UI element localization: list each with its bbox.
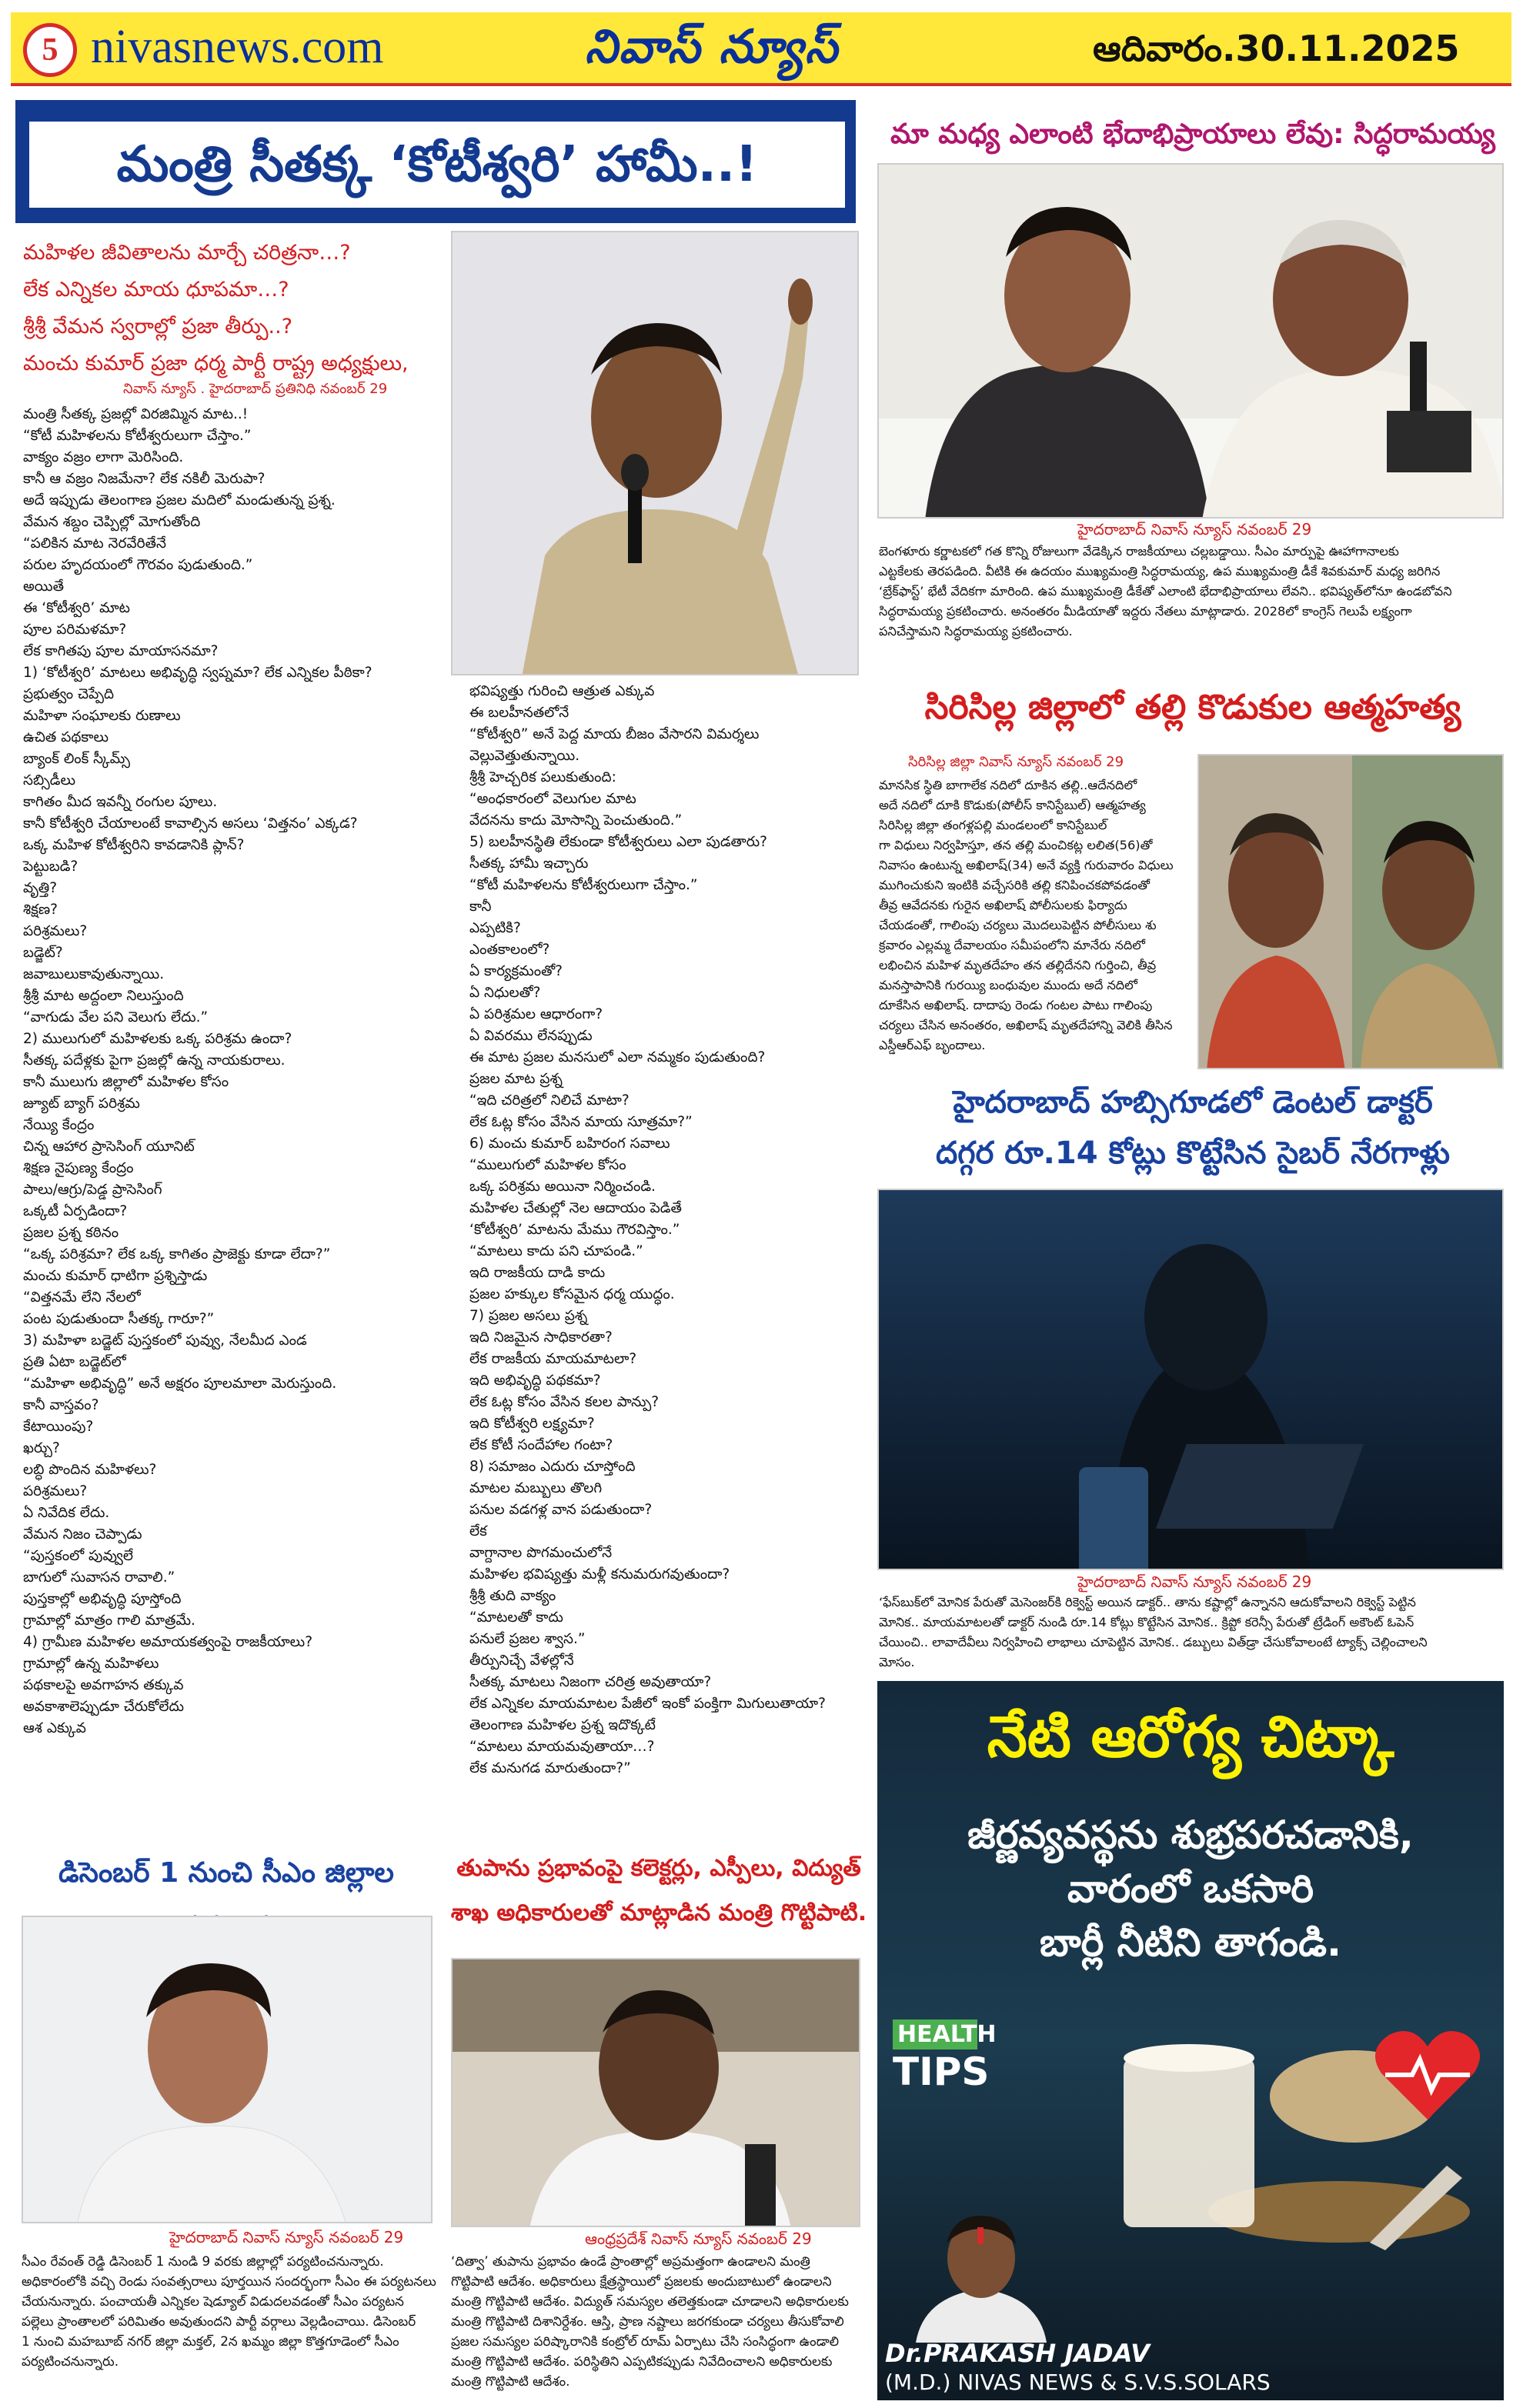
text-line: వృత్తి? [23,880,58,896]
text-line: లేక ఎన్నికల మాయమాటల పేజీలో ఇంకో పంక్తిగా మిగులుతాయా? [469,1696,826,1712]
text-line: గ్రామాల్లో ఉన్న మహిళలు [23,1656,159,1672]
text-line: ఏ పరిశ్రమల ఆధారంగా? [469,1006,603,1022]
text-line: మంత్రి గొట్టిపాటి ఆదేశం. పరిస్థితిని ఎప్పటికప్పుడు నివేదించాలని అధికారులకు [451,2353,833,2369]
cyclone-body [451,2251,867,2391]
text-line: పనులే ప్రజల శ్వాస.” [469,1631,586,1647]
issue-date: ఆదివారం.30.11.2025 [1093,28,1460,69]
cyber-body [879,1593,1510,1673]
teaser: మంచు కుమార్ ప్రజా ధర్మ పార్టీ రాష్ట్ర అధ్యక్షులు, [23,352,409,375]
text-line: ‘ఫేస్‌బుక్‌లో మోనిక పేరుతో మెసెంజర్‌కి రిక్వెస్ట్ అయిన డాక్టర్.. తాను కష్టాల్లో ఉన్నానని ఆదుకోవాలని రిక్వెస్ట్ పెట్టిన [879,1595,1416,1609]
text-line: శ్రీశ్రీ తుది వాక్యం [469,1588,556,1604]
text-line: సీతక్క హామీ ఇచ్చారు [469,855,589,872]
text-line: ఇది నిజమైన సాధికారతా? [469,1329,613,1346]
lead-banner [15,100,856,223]
text-line: పెట్టుబడి? [23,859,78,875]
text-line: లభించిన మహిళ మృతదేహం తన తల్లిదేనని గుర్తించి, తీవ్ర [879,958,1157,972]
text-line: ప్రతి ఏటా బడ్జెట్‌లో [23,1354,126,1370]
text-line: పుస్తకాల్లో అభివృద్ధి పూస్తోంది [23,1591,182,1607]
text-line: పూల పరిమళమా? [23,622,127,638]
text-line: గ్రామాల్లో మాత్రం గాలి మాత్రమే. [23,1613,195,1629]
text-line: “కోటీ మహిళలను కోటీశ్వరులుగా చేస్తాం.” [469,877,698,893]
teaser: లేక ఎన్నికల మాయ ధూపమా…? [23,278,289,302]
text-line: జ్యూట్ బ్యాగ్ పరిశ్రమ [23,1096,140,1112]
text-line: ఏ వివరము లేనప్పుడు [469,1028,593,1044]
text-line: మహిళల భవిష్యత్తు మళ్లీ కనుమరుగవుతుందా? [469,1566,730,1583]
lead-teasers [23,235,454,382]
text-line: 7) ప్రజల అసలు ప్రశ్న [469,1308,588,1324]
text-line: లేక ఓట్ల కోసం వేసిన మాయ సూత్రమా?” [469,1114,693,1130]
text-line: “ఒక్క పరిశ్రమా? లేక ఒక్క కాగితం ప్రాజెక్టు కూడా లేదా?” [23,1246,331,1262]
text-line: సబ్సిడీలు [23,772,75,789]
cyclone-headline [446,1846,871,1936]
text-line: వేమన నిజం చెప్పాడు [23,1526,142,1543]
text-line: 1) ‘కోటీశ్వరి’ మాటలు అభివృద్ధి స్వప్నమా? లేక ఎన్నికల పీఠికా? [23,665,372,681]
paper-name: నివాస్ న్యూస్ [585,20,839,74]
cyber-headline-line: హైదరాబాద్ హబ్సిగూడలో డెంటల్ డాక్టర్ [953,1085,1433,1120]
text-line: 4) గ్రామీణ మహిళల అమాయకత్వంపై రాజకీయాలు? [23,1634,313,1650]
site-name[interactable]: nivasnews.com [91,21,384,73]
text-line: పల్లెలు ప్రాంతాలలో పరిమితం అవుతుందని పార్టీ వర్గాలు వెల్లడించాయి. డిసెంబర్ [22,2313,416,2329]
text-line: ప్రభుత్వం చెప్పేది [23,686,115,702]
text-line: 5) బలహీనస్థితి లేకుండా కోటీశ్వరులు ఎలా పుడతారు? [469,834,767,850]
text-line: “పుస్తకంలో పువ్వులే [23,1548,133,1564]
text-line: పరిశ్రమలు? [23,923,88,939]
cyber-headline [877,1077,1508,1179]
text-line: లేక కోటీ సందేహాల గంటా? [469,1437,613,1453]
cyclone-headline-line: శాఖ అధికారులతో మాట్లాడిన మంత్రి గొట్టిపాటి. [450,1899,867,1926]
text-line: చేయించి.. లావాదేవీలు నిర్వహించి లాభాలు చూపెట్టిన మోనిక.. డబ్బులు విత్‌డ్రా చేసుకోవాలంటే ట్యాక్స్ చెల్లించాలని [879,1635,1428,1649]
text-line: నేయ్యి కేంద్రం [23,1117,95,1133]
siddaramaiah-photo [877,163,1504,519]
text-line: ఈ బలహీనతలోనే [469,705,569,721]
text-line: “మాటలు మాయమవుతాయా…? [469,1739,655,1755]
mother-son-figure [1199,755,1504,1069]
text-line: చేయనున్నారు. పంచాయతీ ఎన్నికల షెడ్యూల్ విడుదలవడంతో సీఎం పర్యటన [22,2293,404,2309]
text-line: కానీ ఆ వజ్రం నిజమేనా? లేక నకిలీ మెరుపా? [23,471,266,487]
text-line: చర్యలు చేసిన అనంతరం, అఖిలాష్ మృతదేహాన్ని వెలికి తీసిన [879,1018,1173,1032]
text-line: పనుల వడగళ్ల వాన పడుతుందా? [469,1502,653,1518]
badge-health: HEALTH [893,2019,977,2049]
cm-caption: హైదరాబాద్ నివాస్ న్యూస్ నవంబర్ 29 [169,2228,404,2246]
cyclone-photo [451,1958,860,2227]
text-line: మోనిక.. మాయమాటలతో డాక్టర్ నుండి రూ.14 కోట్లు కొట్టేసిన మోనిక.. క్రిప్టో కరెన్సీ పేరుతో ట్రేడింగ్ అకౌంట్ ఓపెన్ [879,1615,1414,1629]
doctor-avatar [908,2212,1054,2343]
text-line: శిక్షణ నైపుణ్య కేంద్రం [23,1160,134,1176]
heart-pulse-icon [1370,2019,1485,2127]
text-line: లబ్ధి పొందిన మహిళలు? [23,1462,157,1478]
health-badge [893,2019,997,2094]
text-line: “మాటలతో కాదు [469,1609,563,1626]
text-line: ఉచిత పథకాలు [23,729,109,745]
page-number: 5 [23,23,77,77]
text-line: ముగించుకుని ఇంటికి వచ్చేసరికి తల్లి కనిపించకపోవడంతో [879,878,1151,892]
text-line: ఏ నివేదిక లేదు. [23,1505,110,1521]
text-line: మహిళా సంఘాలకు రుణాలు [23,708,181,724]
text-line: 2) ములుగులో మహిళలకు ఒక్క పరిశ్రమ ఉందా? [23,1031,292,1047]
text-line: కేటాయింపు? [23,1419,94,1435]
text-line: సీఎం రేవంత్ రెడ్డి డిసెంబర్ 1 నుండి 9 వరకు జిల్లాల్లో పర్యటించనున్నారు. [22,2253,384,2269]
cm-body [22,2251,437,2371]
siddaramaiah-body [879,542,1510,642]
text-line: ఇది రాజకీయ దాడి కాదు [469,1265,606,1281]
lead-photo [451,231,859,675]
badge-tips: TIPS [893,2049,990,2094]
text-line: వేమన శబ్దం చెప్పిల్లో మోగుతోంది [23,514,201,530]
text-line: సిద్ధరామయ్య ప్రకటించారు. అనంతరం మీడియాతో ఇద్దరు నేతలు మాట్లాడారు. 2028లో కాంగ్రెస్ గెలుపే లక్ష్యంగా [879,604,1412,619]
text-line: ఎంతకాలంలో? [469,942,550,958]
text-line: ఒక్క మహిళ కోటీశ్వరిని కావడానికి ప్లాన్? [23,837,245,853]
text-line: పరుల హృదయంలో గౌరవం పుడుతుంది.” [23,557,253,573]
text-line: శ్రీశ్రీ మాట అద్దంలా నిలుస్తుంది [23,988,184,1004]
text-line: 3) మహిళా బడ్జెట్ పుస్తకంలో పువ్వు, నేలమీద ఎండ [23,1332,307,1349]
text-line: శ్రీశ్రీ హెచ్చరిక పలుకుతుంది: [469,769,616,785]
text-line: కాగితం మీద ఇవన్నీ రంగుల పూలు. [23,794,218,810]
health-tip-line: జీర్ణవ్యవస్థను శుభ్రపరచడానికి, [967,1813,1414,1857]
text-line: మంత్రి గొట్టిపాటి దిశానిర్దేశం. ఆస్తి, ప్రాణ నష్టాలు జరగకుండా చర్యలు తీసుకోవాలి [451,2313,844,2329]
doctor-name: Dr.PRAKASH JADAV [885,2339,1150,2368]
health-ad [877,1681,1504,2400]
health-title: నేటి ఆరోగ్య చిట్కా [987,1704,1394,1770]
minister-figure [453,1959,860,2227]
cm-photo [22,1916,433,2223]
text-line: ప్రజల హక్కుల కోసమైన ధర్మ యుద్ధం. [469,1286,675,1302]
siddaramaiah-headline: మా మధ్య ఎలాంటి భేదాభిప్రాయాలు లేవు: సిద్ధరామయ్య [890,118,1495,150]
text-line: ఎట్టకేలకు తెరపడింది. వీటికి ఈ ఉదయం ముఖ్యమంత్రి సిద్ధరామయ్య, ఉప ముఖ్యమంత్రి డీకే శివకుమార్ మధ్య జరిగిన [879,564,1441,579]
text-line: అయితే [23,579,64,595]
cyber-photo [877,1189,1504,1570]
text-line: పాలు/ఆగ్రు/పెడ్డ ప్రాసెసింగ్ [23,1182,162,1198]
text-line: కానీ కోటీశ్వరి చేయాలంటే కావాల్సిన అసలు ‘విత్తనం’ ఎక్కడ? [23,815,358,832]
text-line: ఈ మాట ప్రజల మనసులో ఎలా నమ్మకం పుడుతుంది? [469,1049,766,1066]
text-line: ఏ నిధులతో? [469,985,541,1001]
text-line: ఎస్డీఆర్ఎఫ్ బృందాలు. [879,1038,986,1052]
text-line: లేక ఓట్ల కోసం వేసిన కలల పాన్పు? [469,1394,660,1410]
lead-col1-top [23,404,451,1739]
text-line: మాటల మబ్బులు తొలగి [469,1480,603,1496]
text-line: తీర్పునిచ్చే వేళల్లోనే [469,1653,574,1669]
text-line: ఇది అభివృద్ధి పథకమా? [469,1372,601,1389]
text-line: పనిచేస్తామని సిద్ధరామయ్య ప్రకటించారు. [879,624,1073,639]
text-line: “వాగుడు వేల పని వెలుగు లేదు.” [23,1009,209,1026]
text-line: వేదనను కాదు మోసాన్ని పెంచుతుంది.” [469,812,683,829]
text-line: లేక [469,1523,487,1539]
text-line: మంచు కుమార్ ధాటిగా ప్రశ్నిస్తాడు [23,1268,208,1284]
text-line: భవిష్యత్తు గురించి ఆత్రుత ఎక్కువ [469,683,655,699]
text-line: మనస్తాపానికి గురయ్యి బంధువుల ముందు అదే నదిలో [879,978,1137,992]
text-line: బెంగళూరు కర్ణాటకలో గత కొన్ని రోజులుగా వేడెక్కిన రాజకీయాలు చల్లబడ్డాయి. సీఎం మార్పుపై ఊహాగానాలకు [879,544,1399,559]
suicide-headline: సిరిసిల్ల జిల్లాలో తల్లి కొడుకుల ఆత్మహత్య [924,688,1461,727]
text-line: బ్యాంక్ లింక్ స్కీమ్స్ [23,751,131,767]
text-line: జవాబులుకావుతున్నాయి. [23,966,165,982]
text-line: 1 నుంచి మహబూబ్ నగర్ జిల్లా మక్తల్, 2న ఖమ్మం జిల్లా కొత్తగూడెంలో సీఎం [22,2333,399,2349]
doctor-role: (M.D.) NIVAS NEWS & S.V.S.SOLARS [885,2370,1271,2395]
suicide-body [879,775,1196,1056]
text-line: ఒక్కటీ ఏర్పడిందా? [23,1203,128,1219]
text-line: లేక రాజకీయ మాయమాటలా? [469,1351,637,1367]
teaser: మహిళల జీవితాలను మార్చే చరిత్రనా…? [23,241,351,265]
leaders-figure [879,165,1504,519]
text-line: సీతక్క పదేళ్లకు పైగా ప్రజల్లో ఉన్న నాయకురాలు. [23,1052,286,1069]
text-line: ఎప్పటికి? [469,920,521,936]
suicide-dateline: సిరిసిల్ల జిల్లా నివాస్ న్యూస్ నవంబర్ 29 [908,754,1124,770]
text-line: ప్రజల సమస్యల పరిష్కారానికి కంట్రోల్ రూమ్ ఏర్పాటు చేసి సంసిద్ధంగా ఉండాలి [451,2333,840,2349]
text-line: ఖర్చు? [23,1440,60,1456]
text-line: మోసం. [879,1655,915,1669]
lead-headline: మంత్రి సీతక్క ‘కోటీశ్వరి’ హామీ..! [29,122,845,208]
text-line: అదే నదిలో దూకి కొడుకు(పోలీస్ కానిస్టేబుల్) ఆత్మహత్య [879,798,1146,812]
speaker-figure [453,232,859,675]
text-line: చేయడంతో, గాలింపు చర్యలు మొదలుపెట్టిన పోలీసులు శు [879,918,1157,932]
text-line: అదే ఇప్పుడు తెలంగాణ ప్రజల మదిలో మండుతున్న ప్రశ్న. [23,492,336,509]
text-line: శిక్షణ? [23,902,58,918]
text-line: సిరిసిల్ల జిల్లా తంగళ్లపల్లి మండలంలో కానిస్టేబుల్ [879,818,1107,832]
text-line: మంత్రి సీతక్క ప్రజల్లో విరజిమ్మిన మాట..! [23,406,249,422]
text-line: లేక కాగితపు పూల మాయాసనమా? [23,643,219,659]
health-tip [923,1808,1458,1969]
text-line: ప్రజల ప్రశ్న కఠినం [23,1225,119,1241]
text-line: లేక మనుగడ మారుతుందా?” [469,1760,631,1776]
text-line: మానసిక స్థితి బాగాలేక నదిలో దూకిన తల్లి..ఆదేనదిలో [879,778,1137,792]
text-line: తీవ్ర ఆవేదనకు గురైన అఖిలాష్ పోలీసులకు ఫిర్యాదు [879,898,1127,912]
suicide-photo [1197,754,1504,1069]
health-tip-line: బార్లీ నీటిని తాగండి. [1039,1920,1341,1965]
lead-dateline: నివాస్ న్యూస్ . హైదరాబాద్ ప్రతినిధి నవంబర్ 29 [123,381,388,397]
cyber-headline-line: దగ్గర రూ.14 కోట్లు కొట్టేసిన సైబర్ నేరగాళ్లు [936,1136,1450,1171]
text-line: “మాటలు కాదు పని చూపండి.” [469,1243,643,1259]
text-line: సీతక్క మాటలు నిజంగా చరిత్ర అవుతాయా? [469,1674,712,1690]
cyclone-caption: ఆంధ్రప్రదేశ్ నివాస్ న్యూస్ నవంబర్ 29 [585,2230,812,2248]
text-line: “ములుగులో మహిళల కోసం [469,1157,626,1173]
text-line: ఏ కార్యక్రమంతో? [469,963,563,979]
text-line: ‘దిత్వా’ తుపాను ప్రభావం ఉండే ప్రాంతాల్లో అప్రమత్తంగా ఉండాలని మంత్రి [451,2253,810,2269]
text-line: ఒక్క పరిశ్రమ అయినా నిర్మించండి. [469,1179,656,1195]
text-line: తెలంగాణ మహిళల ప్రశ్న ఇదొక్కటే [469,1717,656,1733]
text-line: అవకాశాలెప్పుడూ చేరుకోలేదు [23,1699,184,1715]
text-line: “పలికిన మాట నెరవేరితేనే [23,535,166,552]
lead-col2 [469,681,862,1779]
text-line: బాగులో సువాసన రావాలి.” [23,1569,175,1586]
text-line: ఈ ‘కోటీశ్వరి’ మాట [23,600,130,616]
text-line: ‘బ్రేక్‌ఫాస్ట్’ భేటీ వేదికగా మారింది. ఉప ముఖ్యమంత్రి డీకేతో ఎలాంటి భేదాభిప్రాయాలు లేవని.. భవిష్యత్‌లోనూ ఉండబోవని [879,584,1452,599]
text-line: క్రవారం ఎల్లమ్మ దేవాలయం సమీపంలోని మానేరు నదిలో [879,938,1145,952]
text-line: “విత్తనమే లేని నేలలో [23,1289,141,1306]
text-line: వాగ్దానాల పొగమంచులోనే [469,1545,613,1561]
text-line: నివాసం ఉంటున్న అఖిలాష్(34) అనే వ్యక్తి గురువారం విధులు [879,858,1174,872]
text-line: గా విధులు నిర్వహిస్తూ, తన తల్లి మంచికట్ల లలిత(56)తో [879,838,1153,852]
text-line: గొట్టిపాటి ఆదేశం. అధికారులు క్షేత్రస్థాయిలో ప్రజలకు అందుబాటులో ఉండాలని [451,2273,832,2289]
text-line: ఆశ ఎక్కువ [23,1720,86,1736]
text-line: “కోటీశ్వరి” అనే పెద్ద మాయ బీజం వేసారని విమర్శలు వెల్లువెత్తుతున్నాయి. [469,726,760,764]
text-line: కానీ [469,899,492,915]
text-line: పర్యటించనున్నారు. [22,2353,119,2369]
teaser: శ్రీశ్రీ వేమన స్వరాల్లో ప్రజా తీర్పు..? [23,315,293,339]
cyber-caption: హైదరాబాద్ నివాస్ న్యూస్ నవంబర్ 29 [1077,1573,1312,1591]
text-line: ఇది కోటీశ్వరి లక్ష్యమా? [469,1416,595,1432]
text-line: అధికారంలోకి వచ్చి రెండు సంవత్సరాలు పూర్తయిన సందర్భంగా సీఎం ఈ పర్యటనలు [22,2273,436,2289]
text-line: ‘కోటీశ్వరి’ మాటను మేము గౌరవిస్తాం.” [469,1222,680,1238]
text-line: “అంధకారంలో వెలుగుల మాట [469,791,636,807]
text-line: దూకేసిన అఖిలాష్. దాదాపు రెండు గంటల పాటు గాలింపు [879,998,1153,1012]
text-line: పరిశ్రమలు? [23,1483,88,1499]
text-line: “కోటీ మహిళలను కోటీశ్వరులుగా చేస్తాం.” [23,428,252,444]
cm-tour-headline: డిసెంబర్ 1 నుంచి సీఎం జిల్లాల [58,1857,394,1889]
siddaramaiah-caption: హైదరాబాద్ నివాస్ న్యూస్ నవంబర్ 29 [1077,520,1312,539]
masthead [0,0,1523,92]
text-line: మంత్రి గొట్టిపాటి ఆదేశం. విద్యుత్ సమస్యల తలెత్తకుండా చూడాలని అధికారులకు [451,2293,849,2309]
text-line: కానీ వాస్తవం? [23,1397,99,1413]
text-line: “మహిళా అభివృద్ధి” అనే అక్షరం పూలమాలా మెరుస్తుంది. [23,1376,337,1392]
text-line: చిన్న ఆహార ప్రాసెసింగ్ యూనిట్ [23,1139,195,1155]
text-line: మహిళల చేతుల్లో నెల ఆదాయం పెడితే [469,1200,682,1216]
cm-figure [23,1917,433,2223]
text-line: వాక్యం వజ్రం లాగా మెరిసింది. [23,449,184,465]
text-line: “ఇది చరిత్రలో నిలిచే మాటా? [469,1092,630,1109]
text-line: బడ్జెట్? [23,945,63,961]
text-line: మంత్రి గొట్టిపాటి ఆదేశం. [451,2373,570,2389]
text-line: పంట పుడుతుందా సీతక్క గారూ?” [23,1311,215,1327]
health-tip-line: వారంలో ఒకసారి [1067,1866,1314,1911]
text-line: 8) సమాజం ఎదురు చూస్తోంది [469,1459,636,1475]
text-line: పథకాలపై అవగాహన తక్కువ [23,1677,184,1693]
text-line: కానీ ములుగు జిల్లాలో మహిళల కోసం [23,1074,229,1090]
text-line: 6) మంచు కుమార్ బహిరంగ సవాలు [469,1136,670,1152]
cyclone-headline-line: తుపాను ప్రభావంపై కలెక్టర్లు, ఎస్పీలు, విద్యుత్ [456,1855,861,1882]
hacker-figure [879,1190,1504,1570]
text-line: ప్రజల మాట ప్రశ్న [469,1071,563,1087]
